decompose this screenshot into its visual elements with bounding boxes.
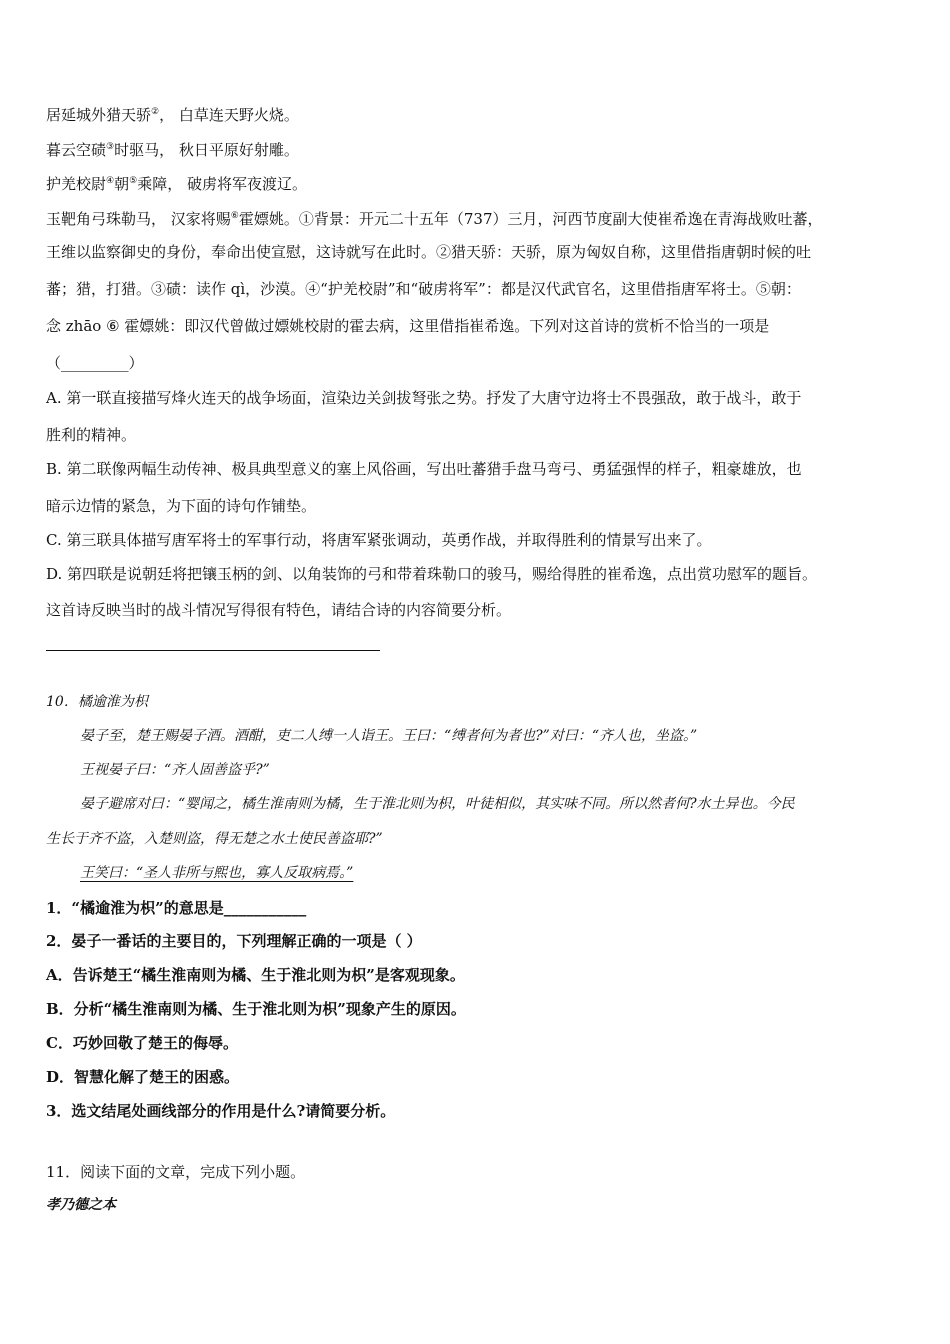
q10-sub-2: 2．晏子一番话的主要目的，下列理解正确的一项是（ ） — [46, 932, 422, 950]
q11-subtitle: 孝乃德之本 — [46, 1197, 116, 1213]
q10-passage-2: 王视晏子曰：“齐人固善盗乎?” — [80, 762, 270, 778]
footnote-mark: ⑥ — [230, 211, 239, 221]
q10-option-a: A．告诉楚王“橘生淮南则为橘、生于淮北则为枳”是客观现象。 — [46, 966, 465, 984]
answer-blank[interactable]: （_________） — [46, 354, 144, 372]
q10-sub-1: 1．“橘逾淮为枳”的意思是___________ — [46, 899, 307, 917]
option-a-line-2: 胜利的精神。 — [46, 426, 137, 444]
q10-title: 10．橘逾淮为枳 — [46, 694, 148, 710]
poem-text: 霍嫖姚。①背景：开元二十五年（737）三月，河西节度副大使崔希逸在青海战败吐蕃， — [238, 210, 823, 228]
poem-line-2 — [46, 137, 299, 160]
footnote-mark: ④ — [106, 176, 115, 186]
option-b-line-1: B. 第二联像两幅生动传神、极具典型意义的塞上风俗画，写出吐蕃猎手盘马弯弓、勇猛强悍的样子，粗豪雄放，也 — [46, 460, 802, 478]
poem-line-3 — [46, 171, 307, 194]
poem-note-3: 念 zhāo ⑥ 霍嫖姚：即汉代曾做过嫖姚校尉的霍去病，这里借指崔希逸。下列对这首诗的赏析不恰当的一项是 — [46, 317, 770, 335]
q10-passage-3b: 生长于齐不盗，入楚则盗，得无楚之水土使民善盗耶?” — [46, 831, 383, 847]
q10-passage-3a: 晏子避席对曰：“婴闻之，橘生淮南则为橘，生于淮北则为枳，叶徒相似，其实味不同。所以然者何?水土异也。今民 — [80, 796, 795, 812]
q10-option-d: D．智慧化解了楚王的困惑。 — [46, 1068, 240, 1086]
poem-text: 朝 — [114, 175, 130, 193]
answer-line[interactable] — [46, 650, 380, 651]
poem-text: ， 白草连天野火烧。 — [159, 106, 299, 124]
poem-text: 乘障， 破虏将军夜渡辽。 — [137, 175, 307, 193]
footnote-mark: ② — [151, 107, 160, 117]
poem-note-2: 蕃；猎，打猎。③碛：读作 qì，沙漠。④“护羌校尉”和“破虏将军”：都是汉代武官名，这里借指唐军将士。⑤朝： — [46, 280, 801, 298]
q10-option-c: C．巧妙回敬了楚王的侮辱。 — [46, 1034, 238, 1052]
poem-text: 居延城外猎天骄 — [46, 106, 152, 124]
poem-text: 玉靶角弓珠勒马， 汉家将赐 — [46, 210, 231, 228]
footnote-mark: ③ — [106, 142, 115, 152]
poem-text: 时驱马， 秋日平原好射雕。 — [114, 141, 299, 159]
option-d: D. 第四联是说朝廷将把镶玉柄的剑、以角装饰的弓和带着珠勒口的骏马，赐给得胜的崔希逸，点出赏功慰军的题旨。 — [46, 565, 818, 583]
option-c: C. 第三联具体描写唐军将士的军事行动，将唐军紧张调动，英勇作战，并取得胜利的情景写出来了。 — [46, 531, 712, 549]
poem-text: 暮云空碛 — [46, 141, 107, 159]
option-a-line-1: A. 第一联直接描写烽火连天的战争场面，渲染边关剑拔弩张之势。抒发了大唐守边将士不畏强敌，敢于战斗，敢于 — [46, 389, 802, 407]
poem-text: 护羌校尉 — [46, 175, 107, 193]
option-b-line-2: 暗示边情的紧急，为下面的诗句作铺垫。 — [46, 497, 317, 515]
q10-option-b: B．分析“橘生淮南则为橘、生于淮北则为枳”现象产生的原因。 — [46, 1000, 466, 1018]
q10-passage-1: 晏子至，楚王赐晏子酒。酒酣，吏二人缚一人诣王。王曰：“缚者何为者也?”对曰：“齐人也，坐盗。” — [80, 728, 698, 744]
poem-line-1 — [46, 102, 299, 125]
poem-note-1: 王维以监察御史的身份，奉命出使宣慰，这诗就写在此时。②猎天骄：天骄，原为匈奴自称，这里借指唐朝时候的吐 — [46, 243, 812, 261]
q11-title: 11．阅读下面的文章，完成下列小题。 — [46, 1163, 306, 1181]
analysis-question: 这首诗反映当时的战斗情况写得很有特色，请结合诗的内容简要分析。 — [46, 601, 512, 619]
q10-passage-underlined: 王笑曰：“圣人非所与熙也，寡人反取病焉。” — [80, 865, 354, 881]
q10-sub-3: 3．选文结尾处画线部分的作用是什么?请简要分析。 — [46, 1102, 396, 1120]
poem-line-4 — [46, 206, 823, 229]
footnote-mark: ⑤ — [129, 176, 138, 186]
